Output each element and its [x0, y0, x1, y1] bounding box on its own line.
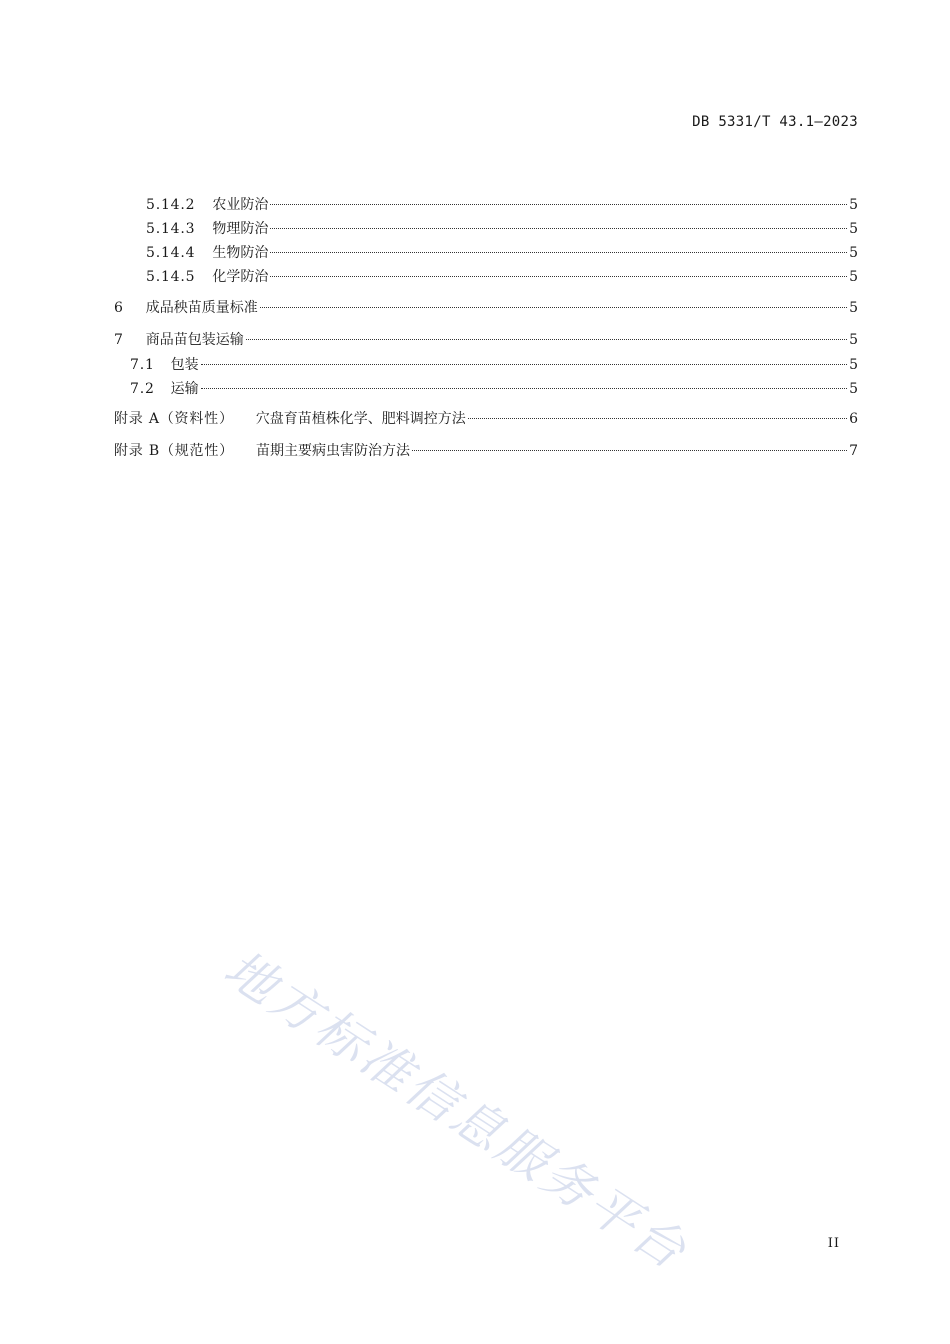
- toc-entry-page: 5: [849, 357, 858, 373]
- toc-entry-title: 包装: [170, 357, 199, 373]
- toc-entry-title: 生物防治: [212, 245, 269, 261]
- toc-entry-number: 附录 B（规范性）: [114, 443, 234, 459]
- toc-entry-number: 附录 A（资料性）: [114, 411, 234, 427]
- toc-leader-dots: [201, 388, 847, 389]
- toc-entry-page: 5: [849, 300, 858, 316]
- toc-entry-6[interactable]: [114, 298, 858, 318]
- toc-entry-title: 苗期主要病虫害防治方法: [255, 443, 410, 459]
- toc-entry-7-1[interactable]: [130, 355, 858, 375]
- toc-entry-page: 5: [849, 197, 858, 213]
- toc-entry-title: 物理防治: [212, 221, 269, 237]
- toc-entry-page: 5: [849, 381, 858, 397]
- toc-leader-dots: [246, 339, 847, 340]
- toc-entry-appendix-b[interactable]: [114, 441, 858, 461]
- toc-entry-number: 7.2: [130, 381, 155, 397]
- toc-entry-number: 6: [114, 300, 124, 316]
- toc-leader-dots: [468, 418, 847, 419]
- toc-entry-5-14-2[interactable]: [146, 195, 858, 215]
- toc-entry-title: 商品苗包装运输: [145, 332, 244, 348]
- toc-leader-dots: [270, 204, 847, 205]
- toc-entry-page: 5: [849, 332, 858, 348]
- toc-entry-page: 5: [849, 221, 858, 237]
- toc-entry-title: 化学防治: [212, 269, 269, 285]
- toc-entry-title: 农业防治: [212, 197, 269, 213]
- toc-entry-title: 运输: [170, 381, 199, 397]
- toc-leader-dots: [260, 307, 847, 308]
- toc-entry-page: 6: [849, 411, 858, 427]
- toc-entry-appendix-a[interactable]: [114, 409, 858, 429]
- toc-leader-dots: [270, 252, 847, 253]
- toc-leader-dots: [270, 276, 847, 277]
- toc-leader-dots: [412, 450, 847, 451]
- watermark: 地方标准信息服务平台: [214, 939, 699, 1282]
- page-number: II: [827, 1236, 840, 1251]
- toc-entry-number: 7: [114, 332, 124, 348]
- toc-entry-7-2[interactable]: [130, 379, 858, 399]
- toc-entry-5-14-3[interactable]: [146, 219, 858, 239]
- toc-entry-5-14-5[interactable]: [146, 267, 858, 287]
- toc-entry-7[interactable]: [114, 330, 858, 350]
- toc-entry-title: 成品秧苗质量标准: [145, 300, 258, 316]
- toc-entry-page: 5: [849, 245, 858, 261]
- toc-leader-dots: [270, 228, 847, 229]
- document-code: DB 5331/T 43.1—2023: [692, 114, 858, 130]
- toc-entry-page: 7: [849, 443, 858, 459]
- toc-entry-title: 穴盘育苗植株化学、肥料调控方法: [255, 411, 466, 427]
- toc-entry-number: 7.1: [130, 357, 155, 373]
- toc-entry-number: 5.14.3: [146, 221, 196, 237]
- toc-entry-5-14-4[interactable]: [146, 243, 858, 263]
- toc-leader-dots: [201, 364, 847, 365]
- toc-entry-number: 5.14.4: [146, 245, 196, 261]
- toc-entry-number: 5.14.2: [146, 197, 196, 213]
- toc-entry-page: 5: [849, 269, 858, 285]
- toc-entry-number: 5.14.5: [146, 269, 196, 285]
